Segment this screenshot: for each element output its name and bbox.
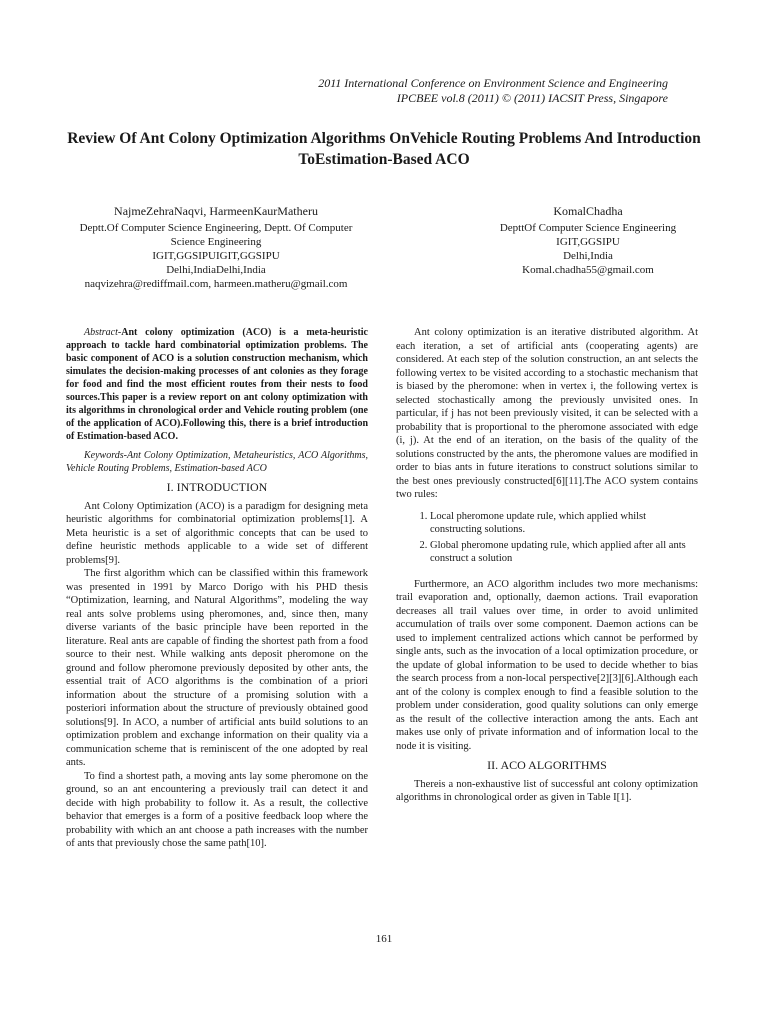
author-institute: IGIT,GGSIPUIGIT,GGSIPU [152, 250, 280, 262]
intro-paragraph-1: Ant Colony Optimization (ACO) is a paradigm for designing meta heuristic algorithms for combinatorial optimization problems[1]. A Meta heuristic is a set of algorithmic concepts that can be used to define heuristic methods applicable to a wide set of different problems[9]. [66, 500, 368, 566]
author-location: Delhi,India [563, 250, 613, 262]
conference-name: 2011 International Conference on Environment Science and Engineering [318, 76, 668, 90]
author-affiliation: DepttOf Computer Science Engineering [499, 222, 677, 234]
author-block-2 [438, 204, 738, 277]
author-names: NajmeZehraNaqvi, HarmeenKaurMatheru [114, 204, 318, 218]
aco-paragraph-1: Ant colony optimization is an iterative distributed algorithm. At each iteration, a set of artificial ants (cooperating agents) are considered. At each step of the solution construction, an ant selects the following vertex to be visited according to a stochastic mechanism that is biased by the pheromone: when in vertex i, the following vertex is selected stochastically among the previously unvisited ones. In particular, if j has not been previously visited, it can be selected with a probability that is proportional to the pheromone associated with edge (i, j). At the end of an iteration, on the basis of the quality of the solutions constructed by the ants, the pheromone values are modified in order to bias ants in future iterations to construct solutions similar to the best ones previously constructed[6][11].The ACO system contains two rules: [396, 327, 698, 500]
abstract [66, 326, 368, 443]
author-location: Delhi,IndiaDelhi,India [166, 264, 266, 276]
aco-paragraph-2: Furthermore, an ACO algorithm includes two more mechanisms: trail evaporation and, optionally, daemon actions. Trail evaporation decreases all trail values over time, in order to avoid unlimited accumulation of trails over some component. Daemon actions can be used to implement centralized actions which cannot be performed by single ants, such as the invocation of a local optimization procedure, or the update of global information to be used to decide whether to bias the search process from a non-local perspective[2][3][6].Although each ant of the colony is complex enough to find a feasible solution to the problem under consideration, good quality solutions can only emerge as the result of the collective interaction among the ants. Each ant makes use only of private information and of information local to the node it is visiting. [396, 578, 698, 752]
author-email: Komal.chadha55@gmail.com [522, 264, 654, 276]
section-heading-introduction: I. INTRODUCTION [166, 480, 268, 494]
abstract-label: Abstract- [84, 327, 122, 338]
list-item: 2. Global pheromone updating rule, which applied after all ants construct a solution [430, 539, 698, 566]
section-heading-aco-algorithms: II. ACO ALGORITHMS [487, 758, 607, 772]
page-number: 161 [375, 933, 393, 945]
intro-paragraph-2: The first algorithm which can be classified within this framework was presented in 1991 by Marco Dorigo with his PHD thesis “Optimization, learning, and Natural Algorithms”, modeling the way real ants solve problems using pheromones, and, since then, many diverse variants of the basic principle have been reported in the literature. Real ants are capable of finding the shortest path from a food source to their nest. While walking ants deposit pheromone on the ground and follow pheromone previously deposited by other ants, the essential trait of ACO algorithms is the combination of a priori information about the structure of a promising solution with a posteriori information about the structure of previously obtained good solutions[9]. In ACO, a number of artificial ants build solutions to an optimization problem and exchange information on their quality via a communication scheme that is reminiscent of the one adopted by real ants. [66, 568, 368, 768]
aco-paragraph-3: Thereis a non-exhaustive list of successful ant colony optimization algorithms in chronological order as given in Table I[1]. [396, 778, 698, 803]
author-affiliation: Deptt.Of Computer Science Engineering, Deptt. Of Computer Science Engineering [79, 222, 353, 248]
author-institute: IGIT,GGSIPU [556, 236, 620, 248]
author-names: KomalChadha [553, 204, 623, 218]
aco-rules-list [396, 510, 698, 566]
intro-paragraph-3: To find a shortest path, a moving ants lay some pheromone on the ground, so an ant encountering a previously trail can detect it and decide with high probability to follow it. As a result, the collective behavior that emerges is a form of a positive feedback loop where the probability with which an ant choose a path increases with the number of ants that previously chose the same path[10]. [66, 770, 368, 849]
right-column [396, 326, 698, 805]
author-email: naqvizehra@rediffmail.com, harmeen.matheru@gmail.com [84, 278, 348, 290]
list-item: 1. Local pheromone update rule, which applied whilst constructing solutions. [430, 510, 698, 537]
left-column [66, 326, 368, 851]
abstract-text: Ant colony optimization (ACO) is a meta-heuristic approach to tackle hard combinatorial optimization problems. The basic component of ACO is a solution construction mechanism, which simulates the decision-making processes of ant colonies as they forage for food and find the most efficient routes from their nests to food sources.This paper is a review report on ant colony optimization with its algorithms in chronological order and Vehicle routing problem (one of the application of ACO).Following this, there is a brief introduction of Estimation-based ACO. [66, 327, 368, 442]
conference-header [318, 76, 668, 106]
conference-volume: IPCBEE vol.8 (2011) © (2011) IACSIT Press, Singapore [396, 91, 668, 105]
author-block-1 [66, 204, 366, 291]
keywords: Keywords-Ant Colony Optimization, Metaheuristics, ACO Algorithms, Vehicle Routing Problems, Estimation-based ACO [66, 450, 368, 474]
paper-title: Review Of Ant Colony Optimization Algorithms OnVehicle Routing Problems And Introduction ToEstimation-Based ACO [67, 130, 701, 168]
